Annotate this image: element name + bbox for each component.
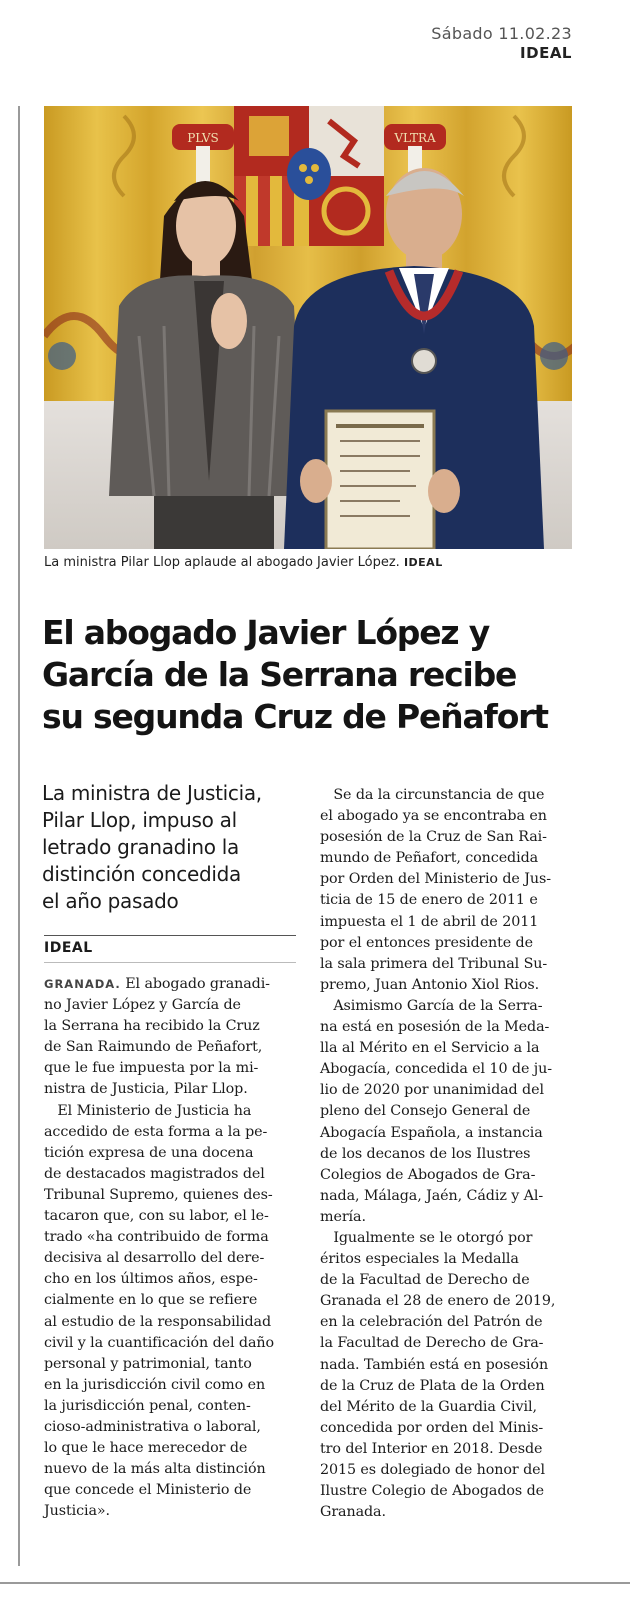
- column-1-text: El abogado granadi- no Javier López y García de la Serrana ha recibido la Cruz de San Raimundo de Peñafort, que le fue impuesta por la mi- nistra de Justicia, Pilar Llop. El Ministerio de Justicia ha accedido de esta forma a la pe- tición expresa de una docena de destacados magistrados del Tribunal Supremo, quienes des- tacaron que, con su labor, el le- trado «ha contribuido de forma decisiva al desarrollo del dere- cho en los últimos años, espe- cialmente en lo que se refiere al estudio de la responsabilidad civil y la cuantificación del daño personal y patrimonial, tanto en la jurisdicción civil como en la jurisdicción penal, conten- cioso-administrativa o laboral, lo que le hace merecedor de nuevo de la más alta distinción que concede el Ministerio de Justicia».: [44, 976, 275, 1520]
- publication-name: IDEAL: [520, 44, 572, 62]
- article-column-2: Se da la circunstancia de que el abogado ya se encontraba en posesión de la Cruz de San Rai- mundo de Peñafort, concedida por Orden del Ministerio de Jus- ticia de 15 de enero de 2011 e impuesta el 1 de abril de 2011 por el entonces presidente de la sala primera del Tribunal Su- premo, Juan Antonio Xiol Rios. Asimismo García de la Serra- na está en posesión de la Meda- lla al Mérito en el Servicio a la Abogacía, concedida el 10 de ju- lio de 2020 por unanimidad del pleno del Consejo General de Abogacía Española, a instancia de los decanos de los Ilustres Colegios de Abogados de Gra- nada, Málaga, Jaén, Cádiz y Al- mería. Igualmente se le otorgó por éritos especiales la Medalla de la Facultad de Derecho de Granada el 28 de enero de 2019, en la celebración del Patrón de la Facultad de Derecho de Gra- nada. También está en posesión de la Cruz de Plata de la Orden del Mérito de la Guardia Civil, concedida por orden del Minis- tro del Interior en 2018. Desde 2015 es dolegiado de honor del Ilustre Colegio de Abogados de Granada.: [320, 787, 556, 1521]
- issue-date: Sábado 11.02.23: [431, 24, 572, 43]
- byline-rule-bottom: [44, 962, 296, 963]
- caption-source: IDEAL: [403, 556, 443, 569]
- banner-right-text: VLTRA: [394, 131, 436, 145]
- photo-caption: [44, 555, 443, 570]
- column-rule: [18, 106, 20, 1566]
- article-byline: IDEAL: [44, 940, 93, 956]
- byline-rule-top: [44, 935, 296, 936]
- page-header: [431, 24, 572, 62]
- article-photo: [44, 106, 572, 549]
- caption-text: La ministra Pilar Llop aplaude al abogado Javier López.: [44, 555, 404, 570]
- article-subheadline: La ministra de Justicia, Pilar Llop, impuso al letrado granadino la distinción concedida el año pasado: [42, 781, 262, 913]
- article-headline: El abogado Javier López y García de la Serrana recibe su segunda Cruz de Peñafort: [42, 613, 548, 736]
- dateline: GRANADA.: [44, 977, 121, 991]
- banner-left-text: PLVS: [187, 131, 219, 145]
- bottom-rule: [0, 1582, 630, 1584]
- article-column-1: [44, 974, 300, 1522]
